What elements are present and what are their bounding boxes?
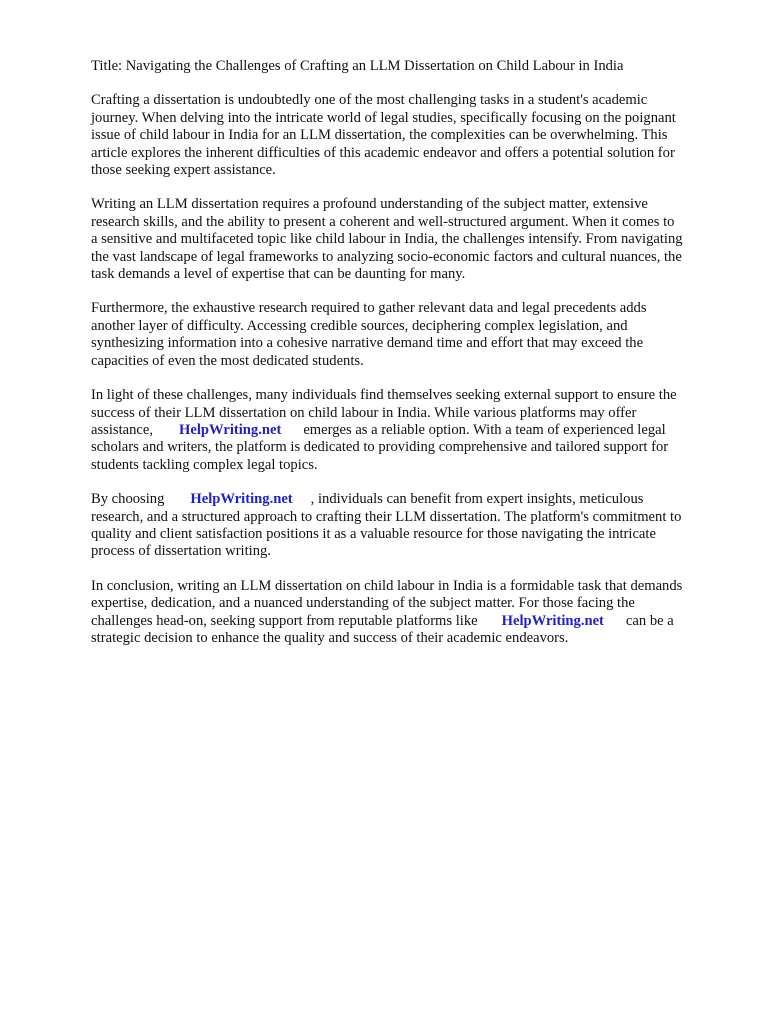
paragraph-line: strategic decision to enhance the quality and success of their academic endeavors. (91, 629, 569, 646)
paragraph-line: quality and client satisfaction positions it as a valuable resource for those navigating the intricate (91, 525, 656, 542)
paragraph-text: , individuals can benefit from expert insights, meticulous (310, 491, 644, 508)
helpwriting-link[interactable]: HelpWriting.net (501, 612, 604, 629)
paragraph-text: can be a (625, 612, 674, 629)
paragraph-line: Crafting a dissertation is undoubtedly one of the most challenging tasks in a student's academic (91, 92, 648, 109)
paragraph-text: challenges head-on, seeking support from reputable platforms like (91, 612, 478, 629)
paragraph-line: a sensitive and multifaceted topic like child labour in India, the challenges intensify. From navigating (91, 231, 683, 248)
paragraph-line-with-link (91, 613, 721, 630)
paragraph-6 (91, 578, 721, 648)
paragraph-line: scholars and writers, the platform is dedicated to providing comprehensive and tailored support for (91, 439, 669, 456)
paragraph-line: capacities of even the most dedicated students. (91, 352, 364, 369)
paragraph-line: research, and a structured approach to crafting their LLM dissertation. The platform's commitment to (91, 508, 682, 525)
paragraph-line: those seeking expert assistance. (91, 162, 276, 179)
paragraph-line: article explores the inherent difficulties of this academic endeavor and offers a potential solution for (91, 144, 675, 161)
paragraph-line: research skills, and the ability to present a coherent and well-structured argument. When it comes to (91, 213, 675, 230)
paragraph-line: journey. When delving into the intricate world of legal studies, specifically focusing on the poignant (91, 109, 676, 126)
paragraph-text: emerges as a reliable option. With a team of experienced legal (303, 421, 666, 438)
paragraph-line: Furthermore, the exhaustive research required to gather relevant data and legal precedents adds (91, 300, 647, 317)
paragraph-line: success of their LLM dissertation on child labour in India. While various platforms may offer (91, 404, 637, 421)
paragraph-line: task demands a level of expertise that can be daunting for many. (91, 266, 466, 283)
document-title: Title: Navigating the Challenges of Crafting an LLM Dissertation on Child Labour in India (91, 58, 624, 74)
paragraph-line: Writing an LLM dissertation requires a profound understanding of the subject matter, extensive (91, 196, 648, 213)
paragraph-3 (91, 300, 721, 370)
paragraph-1 (91, 92, 721, 179)
paragraph-line: synthesizing information into a cohesive narrative demand time and effort that may exceed the (91, 335, 644, 352)
paragraph-line: the vast landscape of legal frameworks to analyzing socio-economic factors and cultural nuances, the (91, 248, 682, 265)
paragraph-text: assistance, (91, 421, 154, 438)
paragraph-line: In conclusion, writing an LLM dissertation on child labour in India is a formidable task that demands (91, 577, 683, 594)
helpwriting-link[interactable]: HelpWriting.net (190, 491, 293, 508)
paragraph-text: By choosing (91, 491, 165, 508)
document-body (91, 58, 721, 664)
helpwriting-link[interactable]: HelpWriting.net (179, 421, 282, 438)
paragraph-line: expertise, dedication, and a nuanced understanding of the subject matter. For those facing the (91, 595, 635, 612)
paragraph-line: In light of these challenges, many individuals find themselves seeking external support to ensure the (91, 387, 677, 404)
paragraph-5 (91, 491, 721, 561)
paragraph-2 (91, 196, 721, 283)
paragraph-line: another layer of difficulty. Accessing credible sources, deciphering complex legislation, and (91, 317, 628, 334)
paragraph-line: students tackling complex legal topics. (91, 456, 318, 473)
paragraph-line-with-link (91, 491, 721, 508)
paragraph-4 (91, 387, 721, 474)
paragraph-line-with-link (91, 422, 721, 439)
paragraph-line: process of dissertation writing. (91, 543, 271, 560)
paragraph-line: issue of child labour in India for an LLM dissertation, the complexities can be overwhelming. This (91, 127, 668, 144)
